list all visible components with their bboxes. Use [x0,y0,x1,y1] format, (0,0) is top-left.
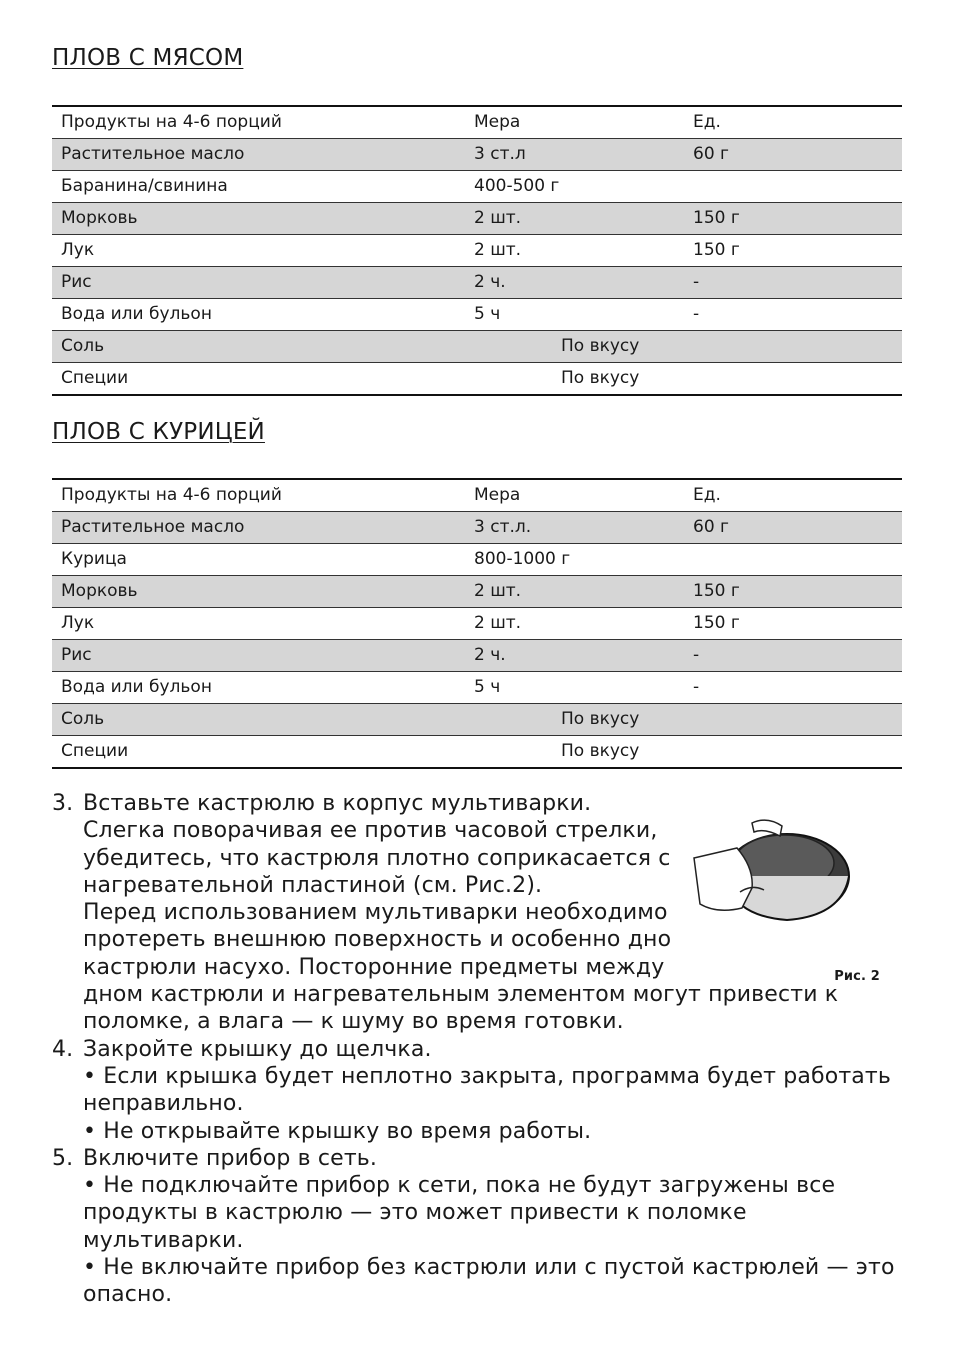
recipe-table-meat [52,105,902,396]
cell-unit: - [684,672,902,704]
step-note: Перед использованием мультиварки необходимо протереть внешнюю поверхность и особенно дно кастрюли насухо. Посторонние предметы между дном кастрюли и нагревательным элементом могут привести к поломке, а влага — к шуму во время готовки. [83,900,839,1035]
table-row [52,672,902,704]
figure-2 [692,808,892,984]
step-note: • Не включайте прибор без кастрюли или с пустой кастрюлей — это опасно. [83,1255,895,1308]
cell-product: Соль [52,704,465,736]
cell-unit: - [684,267,902,299]
table-row [52,235,902,267]
cell-measure: 800-1000 г [465,544,684,576]
cell-unit [684,171,902,203]
table-row [52,576,902,608]
cell-product: Соль [52,331,465,363]
cell-measure: 400-500 г [465,171,684,203]
table-row [52,299,902,331]
cell-unit: Ед. [693,112,721,132]
step-number: 5. [52,1145,74,1171]
table-row [52,640,902,672]
cell-product: Морковь [52,203,465,235]
table-row [52,267,902,299]
table-row [52,736,902,769]
cell-product: Специи [52,363,465,396]
cell-product: Растительное масло [52,139,465,171]
cell-product: Вода или бульон [52,299,465,331]
cell-unit: 60 г [684,139,902,171]
cell-unit: - [684,299,902,331]
cell-measure: 2 шт. [465,203,684,235]
cell-unit: - [684,640,902,672]
table-row [52,139,902,171]
step-text: Закройте крышку до щелчка. [83,1036,432,1062]
table-row [52,331,902,363]
cell-measure: 5 ч [465,299,684,331]
cell-unit [684,544,902,576]
step-text: Вставьте кастрюлю в корпус мультиварки. Слегка поворачивая ее против часовой стрелки, убедитесь, что кастрюля плотно соприкасается с нагревательной пластиной (см. Рис.2). [83,791,671,898]
cell-amount: По вкусу [465,704,902,736]
cell-unit: 150 г [684,203,902,235]
step-number: 3. [52,791,74,816]
step-note: • Не открывайте крышку во время работы. [83,1118,592,1144]
table-row [52,512,902,544]
cell-measure: 3 ст.л [465,139,684,171]
cell-product: Специи [52,736,465,769]
pot-insert-illustration-icon [692,818,862,928]
cell-measure: 3 ст.л. [465,512,684,544]
cell-product: Лук [52,235,465,267]
instructions [52,790,912,1309]
table-row [52,363,902,396]
section-title-meat: ПЛОВ С МЯСОМ [52,45,244,71]
step-text: Включите прибор в сеть. [83,1145,378,1171]
cell-unit: 150 г [684,576,902,608]
cell-product: Курица [52,544,465,576]
cell-unit: Ед. [693,485,721,505]
table-row [52,608,902,640]
cell-measure: Мера [474,485,521,505]
cell-measure: 2 ч. [465,267,684,299]
cell-measure: 2 ч. [465,640,684,672]
step-3 [52,790,912,1036]
cell-amount: По вкусу [465,331,902,363]
cell-product: Продукты на 4-6 порций [61,485,282,505]
step-5 [52,1145,912,1309]
cell-product: Растительное масло [52,512,465,544]
cell-product: Рис [52,640,465,672]
cell-product: Лук [52,608,465,640]
step-note: • Если крышка будет неплотно закрыта, программа будет работать неправильно. [83,1063,892,1117]
cell-product: Вода или бульон [52,672,465,704]
cell-amount: По вкусу [465,363,902,396]
table-row [52,704,902,736]
table-row [52,171,902,203]
table-row [52,203,902,235]
cell-measure: 5 ч [465,672,684,704]
section-title-chicken: ПЛОВ С КУРИЦЕЙ [52,419,265,445]
figure-label: Рис. 2 [834,969,880,984]
cell-unit: 150 г [684,235,902,267]
cell-product: Продукты на 4-6 порций [61,112,282,132]
cell-measure: 2 шт. [465,608,684,640]
cell-measure: Мера [474,112,521,132]
cell-measure: 2 шт. [465,235,684,267]
step-4 [52,1036,912,1145]
cell-unit: 60 г [684,512,902,544]
step-note: • Не подключайте прибор к сети, пока не будут загружены все продукты в кастрюлю — это может привести к поломке мультиварки. [83,1173,836,1253]
table-header-row [52,106,902,139]
recipe-table-chicken [52,478,902,769]
step-number: 4. [52,1036,74,1062]
cell-measure: 2 шт. [465,576,684,608]
table-header-row [52,479,902,512]
cell-product: Морковь [52,576,465,608]
cell-product: Рис [52,267,465,299]
cell-unit: 150 г [684,608,902,640]
table-row [52,544,902,576]
cell-amount: По вкусу [465,736,902,769]
cell-product: Баранина/свинина [52,171,465,203]
